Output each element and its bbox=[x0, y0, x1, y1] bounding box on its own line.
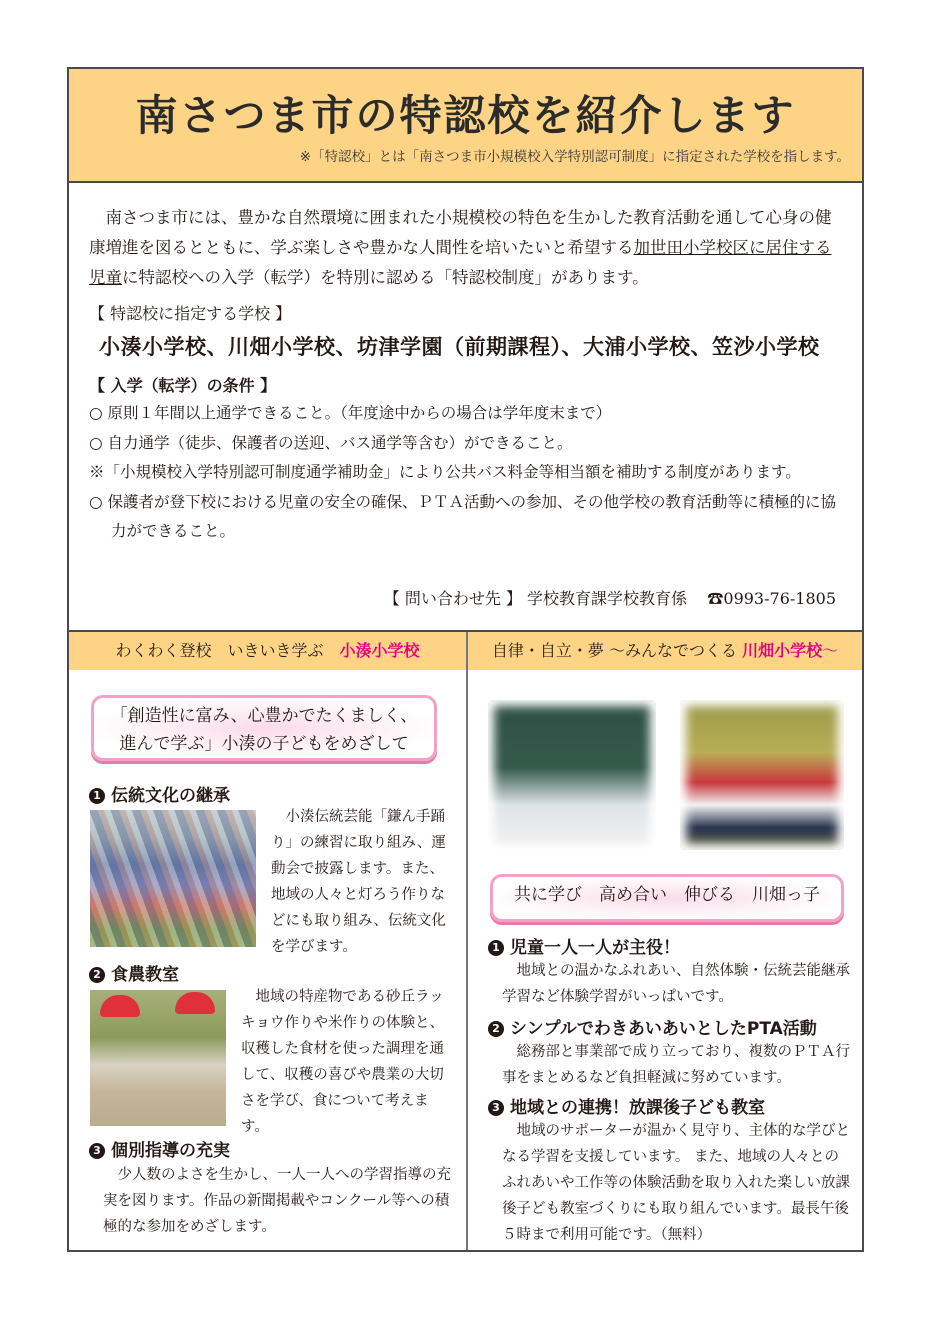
kawabata-header: 自律・自立・夢 〜みんなでつくる 川畑小学校〜 bbox=[468, 632, 862, 670]
section-heading: 3 地域との連携！放課後子ども教室 bbox=[488, 1093, 765, 1118]
intro-text-2: に特認校への入学（転学）を特別に認める「特認校制度」があります。 bbox=[122, 268, 649, 287]
kominato-header bbox=[69, 632, 466, 670]
classroom-blackboard-photo bbox=[488, 700, 656, 850]
condition-item: ○ 保護者が登下校における児童の安全の確保、ＰＴＡ活動への参加、その他学校の教育活動等に積極的に協力ができること。 bbox=[89, 492, 836, 540]
contact-dept: 学校教育課学校教育係 bbox=[527, 589, 688, 608]
section-heading: 2 食農教室 bbox=[89, 960, 179, 985]
section-body: 地域の特産物である砂丘ラッキョウ作りや米作りの体験と、収穫した食材を使った調理を通して、収穫の喜びや農業の大切さを学び、食について考えます。 bbox=[241, 989, 444, 1135]
intro-text-1: 南さつま市には、豊かな自然環境に囲まれた小規模校の特色を生かした教育活動を通して心身の健康増進を図るとともに、学ぶ楽しさや豊かな人間性を培いたいと希望する bbox=[89, 208, 832, 257]
contact-info bbox=[384, 586, 836, 609]
section-heading: 1 伝統文化の継承 bbox=[89, 781, 230, 806]
number-badge-icon: 1 bbox=[89, 788, 105, 804]
designated-schools: 小湊小学校、川畑小学校、坊津学園（前期課程）、大浦小学校、笠沙小学校 bbox=[99, 335, 820, 359]
number-badge-icon: 3 bbox=[488, 1100, 504, 1116]
section-heading: 2 シンプルでわきあいあいとしたPTA活動 bbox=[488, 1014, 817, 1039]
contact-phone: 0993-76-1805 bbox=[723, 589, 836, 608]
number-badge-icon: 3 bbox=[89, 1143, 105, 1159]
rice-harvest-photo bbox=[680, 700, 844, 850]
definition-note: ※「特認校」とは「南さつま市小規模校入学特別認可制度」に指定された学校を指します。 bbox=[299, 149, 850, 165]
number-badge-icon: 2 bbox=[89, 967, 105, 983]
title-banner bbox=[69, 69, 862, 183]
condition-item: ○ 自力通学（徒歩、保護者の送迎、バス通学等含む）ができること。 bbox=[89, 433, 573, 452]
condition-note: ※「小規模校入学特別認可制度通学補助金」により公共バス料金等相当額を補助する制度があります。 bbox=[89, 463, 801, 481]
kominato-name: 小湊小学校 bbox=[339, 641, 420, 660]
traditional-dance-photo bbox=[90, 810, 256, 947]
section-heading: 3 個別指導の充実 bbox=[89, 1136, 230, 1161]
page-title: 南さつま市の特認校を紹介します bbox=[135, 91, 796, 140]
kawabata-name: 川畑小学校 bbox=[742, 641, 823, 660]
conditions-label: 【 入学（転学）の条件 】 bbox=[89, 376, 277, 395]
kominato-slogan bbox=[91, 695, 437, 761]
flyer-frame bbox=[67, 67, 864, 1252]
section-body: 小湊伝統芸能「鎌ん手踊り」の練習に取り組み、運動会で披露します。また、地域の人々と灯ろう作りなどにも取り組み、伝統文化を学びます。 bbox=[271, 809, 446, 955]
intro-paragraph bbox=[89, 203, 842, 293]
contact-label: 【 問い合わせ先 】 bbox=[383, 589, 522, 608]
section-body: 少人数のよさを生かし、一人一人への学習指導の充実を図ります。作品の新聞掲載やコンクール等への積極的な参加をめざします。 bbox=[103, 1167, 451, 1235]
intro-underlined: 加世田小学校区に居住する児童 bbox=[89, 238, 832, 287]
kominato-column bbox=[69, 632, 468, 1250]
slogan-line: 進んで学ぶ」小湊の子どもをめざして bbox=[119, 734, 409, 754]
school-profiles bbox=[69, 630, 862, 1250]
slogan-line: 「創造性に富み、心豊かでたくましく、 bbox=[110, 706, 418, 726]
kawabata-column bbox=[468, 632, 862, 1250]
condition-item: ○ 原則１年間以上通学できること。（年度途中からの場合は学年度末まで） bbox=[89, 404, 612, 422]
kawabata-motto: 自律・自立・夢 〜みんなでつくる bbox=[491, 641, 743, 660]
designated-label: 【 特認校に指定する学校 】 bbox=[89, 304, 292, 323]
number-badge-icon: 1 bbox=[488, 940, 504, 956]
section-body: 地域との温かなふれあい、自然体験・伝統芸能継承学習など体験学習がいっぱいです。 bbox=[502, 963, 850, 1005]
section-heading: 1 児童一人一人が主役！ bbox=[488, 933, 680, 958]
kawabata-slogan: 共に学び 高め合い 伸びる 川畑っ子 bbox=[490, 874, 844, 922]
section-body: 総務部と事業部で成り立っており、複数のＰＴＡ行事をまとめるなど負担軽減に努めています。 bbox=[502, 1044, 850, 1086]
section-body: 地域のサポーターが温かく見守り、主体的な学びとなる学習を支援しています。 また、地域の人々とのふれあいや工作等の体験活動を取り入れた楽しい放課後子ども教室づくりにも取り組んでいます。最長午後５時まで利用可能です。（無料） bbox=[502, 1123, 850, 1243]
number-badge-icon: 2 bbox=[488, 1021, 504, 1037]
phone-icon: ☎ bbox=[707, 589, 724, 608]
kominato-motto: わくわく登校 いきいき学ぶ bbox=[115, 641, 340, 660]
harvesting-onions-photo bbox=[90, 990, 226, 1126]
conditions-list bbox=[89, 399, 842, 547]
